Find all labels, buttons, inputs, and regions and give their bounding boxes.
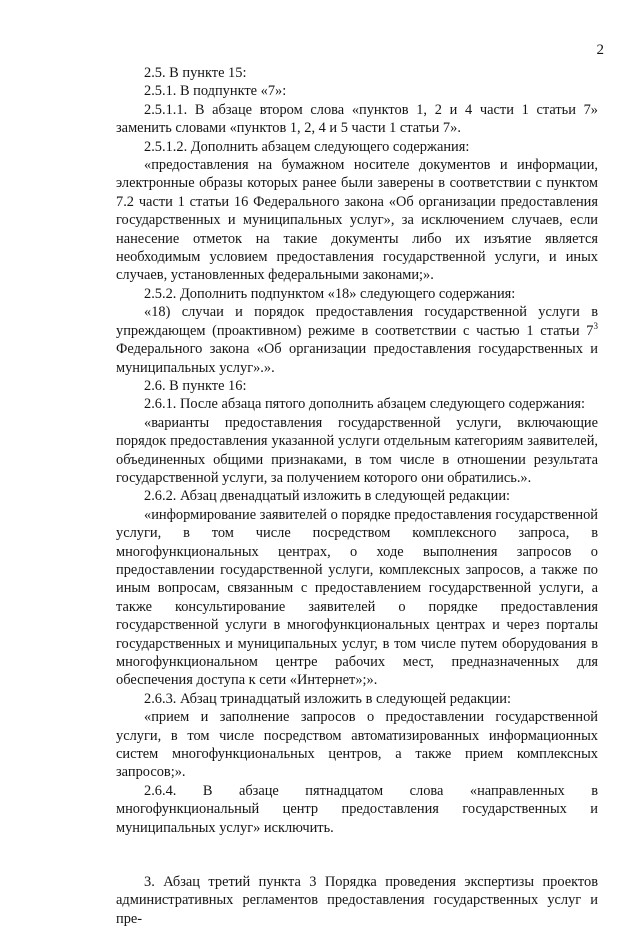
revised-paragraph-requests: «прием и заполнение запросов о предоставлении государственной услуги, в том числе посредством автоматизированных информационных систем многофункциональных центров, а также прием комплексных запросов;». <box>116 709 598 781</box>
subpoint-18-text-before: «18) случаи и порядок предоставления государственной услуги в упреждающем (проактивном) режиме в соответствии с частью 1 статьи 7 <box>116 304 598 339</box>
inserted-paragraph-service-variants: «варианты предоставления государственной услуги, включающие порядок предоставления указанной услуги отдельным категориям заявителей, объединенных общими признаками, в том числе в отношении результата государственной услуги, за получением которого они обратились.». <box>116 414 598 486</box>
inserted-subpoint-18 <box>116 303 598 377</box>
section-2-5-heading: 2.5. В пункте 15: <box>144 65 247 81</box>
section-2-5-1-2-heading: 2.5.1.2. Дополнить абзацем следующего содержания: <box>144 138 470 155</box>
cut-off-region <box>116 873 598 927</box>
section-3-paragraph: 3. Абзац третий пункта 3 Порядка проведения экспертизы проектов административных регламентов предоставления государственных услуг и пре- <box>116 874 598 927</box>
paragraph-spacer <box>116 837 598 873</box>
section-2-5-2-heading: 2.5.2. Дополнить подпунктом «18» следующего содержания: <box>144 285 516 302</box>
section-2-5-1-heading: 2.5.1. В подпункте «7»: <box>144 83 287 100</box>
article-superscript: 3 <box>593 320 598 331</box>
section-2-6-1-paragraph: 2.6.1. После абзаца пятого дополнить абзацем следующего содержания: <box>144 396 585 413</box>
page-number: 2 <box>596 42 604 58</box>
section-2-6-4-paragraph: 2.6.4. В абзаце пятнадцатом слова «направленных в многофункциональный центр предоставления государственных и муниципальных услуг» исключить. <box>116 782 598 836</box>
section-2-6-3-heading: 2.6.3. Абзац тринадцатый изложить в следующей редакции: <box>144 690 511 707</box>
section-2-5-1-1-paragraph: 2.5.1.1. В абзаце втором слова «пунктов 1, 2 и 4 части 1 статьи 7» заменить словами «пунктов 1, 2, 4 и 5 части 1 статьи 7». <box>116 101 598 137</box>
inserted-paragraph-paper-documents: «предоставления на бумажном носителе документов и информации, электронные образы которых ранее были заверены в соответствии с пунктом 7.2 части 1 статьи 16 Федерального закона «Об организации предоставления государственных и муниципальных услуг», за исключением случаев, если нанесение отметок на такие документы либо их изъятие является необходимым условием предоставления государственной услуги, и иных случаев, установленных федеральными законами;». <box>116 157 598 284</box>
section-2-6-2-heading: 2.6.2. Абзац двенадцатый изложить в следующей редакции: <box>144 488 511 505</box>
subpoint-18-text-after: Федерального закона «Об организации предоставления государственных и муниципальных услуг».». <box>116 341 598 376</box>
section-2-6-heading: 2.6. В пункте 16: <box>144 377 247 394</box>
revised-paragraph-informing: «информирование заявителей о порядке предоставления государственной услуги, в том числе посредством комплексного запроса, в многофункциональных центрах, о ходе выполнения запросов о предоставлении государственной услуги, комплексных запросов, а также по иным вопросам, связанным с предоставлением государственной услуги, а также консультирование заявителей о порядке предоставления государственной услуги в многофункциональных центрах и через порталы государственных и муниципальных услуг, в том числе путем оборудования в многофункциональном центре рабочих мест, предназначенных для обеспечения доступа к сети «Интернет»;». <box>116 506 598 689</box>
document-body <box>116 64 598 927</box>
